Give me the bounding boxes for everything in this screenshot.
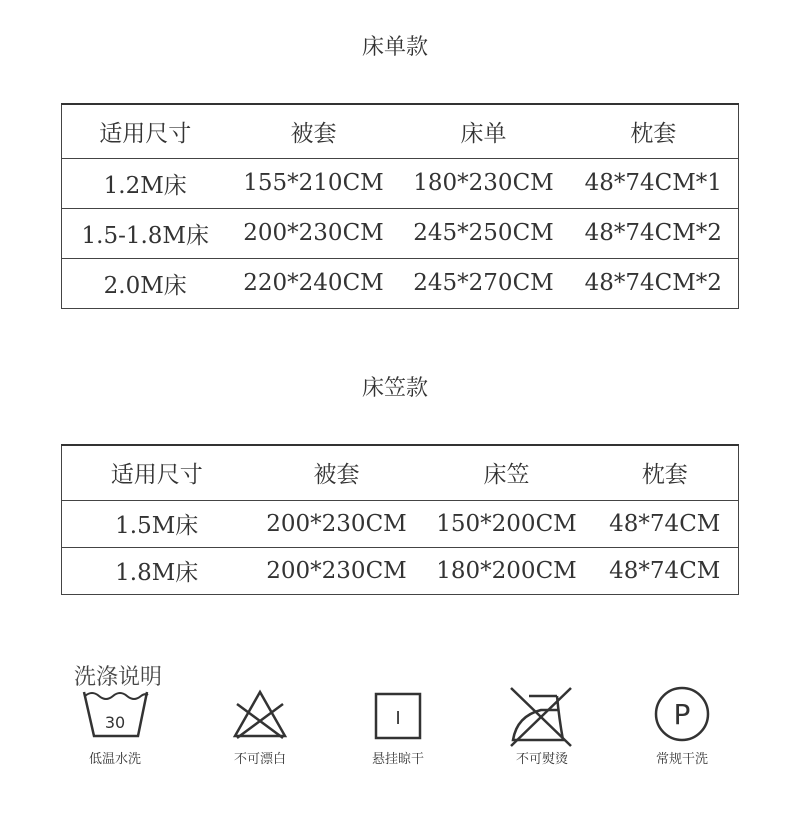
care-instructions-title: 洗涤说明 — [74, 665, 163, 690]
cell-pillowcase: 48*74CM*2 — [569, 208, 739, 258]
header-pillowcase: 枕套 — [569, 104, 739, 158]
section2-title: 床笠款 — [361, 376, 428, 401]
cell-duvet-cover: 200*230CM — [252, 547, 422, 594]
table-header-row — [62, 445, 739, 500]
care-item-no-iron — [482, 686, 602, 767]
cell-pillowcase: 48*74CM*2 — [569, 258, 739, 308]
care-label: 低温水洗 — [88, 752, 141, 767]
cell-pillowcase: 48*74CM — [592, 500, 739, 547]
cell-duvet-cover: 200*230CM — [229, 208, 399, 258]
svg-text:I: I — [395, 708, 401, 729]
cell-fitted-sheet: 180*200CM — [422, 547, 592, 594]
cell-fitted-sheet: 150*200CM — [422, 500, 592, 547]
cell-pillowcase: 48*74CM — [592, 547, 739, 594]
cell-bedsheet: 180*230CM — [399, 158, 569, 208]
cell-bedsheet: 245*270CM — [399, 258, 569, 308]
table-header-row — [62, 104, 739, 158]
care-label: 不可熨烫 — [515, 752, 568, 767]
header-fitted-sheet: 床笠 — [422, 445, 592, 500]
fitted-sheet-size-table — [61, 444, 739, 595]
dry-clean-p-icon — [647, 686, 717, 742]
care-label: 常规干洗 — [655, 752, 708, 767]
bedsheet-size-table — [61, 103, 739, 309]
header-bedsheet: 床单 — [399, 104, 569, 158]
no-bleach-icon — [225, 686, 295, 742]
cell-size: 1.8M床 — [62, 547, 252, 594]
table-row — [62, 158, 739, 208]
cell-size: 1.5-1.8M床 — [62, 208, 229, 258]
table-row — [62, 500, 739, 547]
header-pillowcase: 枕套 — [592, 445, 739, 500]
svg-text:30: 30 — [104, 713, 126, 732]
table-row — [62, 258, 739, 308]
no-iron-icon — [507, 686, 577, 748]
care-label: 悬挂晾干 — [371, 752, 424, 767]
table-row — [62, 208, 739, 258]
svg-text:P: P — [673, 698, 691, 731]
cell-pillowcase: 48*74CM*1 — [569, 158, 739, 208]
section1-title: 床单款 — [361, 35, 428, 60]
cell-duvet-cover: 155*210CM — [229, 158, 399, 208]
cell-bedsheet: 245*250CM — [399, 208, 569, 258]
header-size: 适用尺寸 — [62, 445, 252, 500]
washtub-30-icon — [80, 686, 150, 742]
cell-size: 2.0M床 — [62, 258, 229, 308]
header-size: 适用尺寸 — [62, 104, 229, 158]
cell-duvet-cover: 220*240CM — [229, 258, 399, 308]
cell-size: 1.5M床 — [62, 500, 252, 547]
cell-duvet-cover: 200*230CM — [252, 500, 422, 547]
care-item-no-bleach — [200, 686, 320, 767]
table-row — [62, 547, 739, 594]
care-item-hang-dry — [338, 686, 458, 767]
care-item-dry-clean — [622, 686, 742, 767]
header-duvet-cover: 被套 — [252, 445, 422, 500]
header-duvet-cover: 被套 — [229, 104, 399, 158]
care-item-low-temp-wash — [55, 686, 175, 767]
cell-size: 1.2M床 — [62, 158, 229, 208]
hang-dry-icon — [363, 686, 433, 742]
care-label: 不可漂白 — [233, 752, 286, 767]
